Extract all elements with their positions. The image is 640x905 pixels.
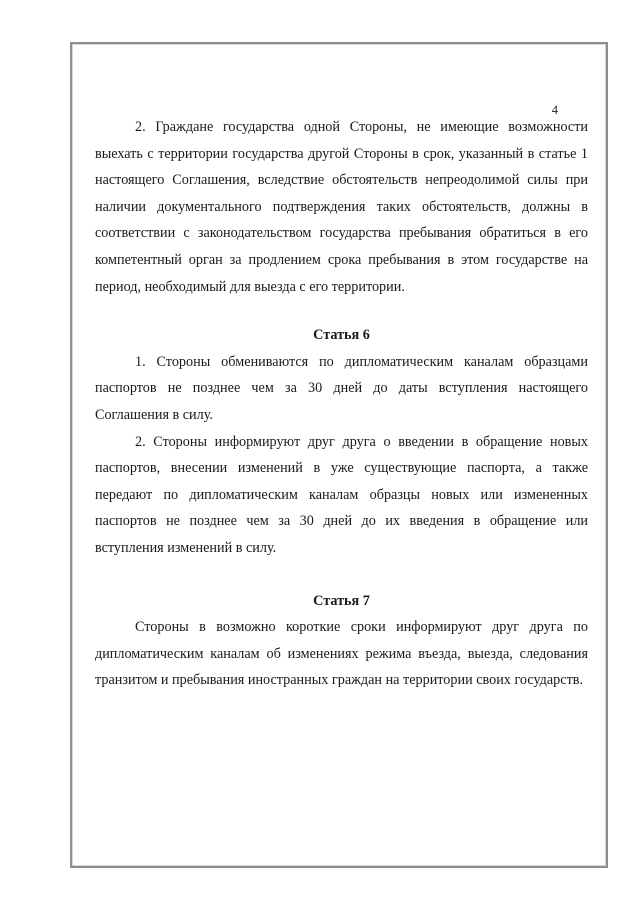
article6-paragraph-2: 2. Стороны информируют друг друга о введении в обращение новых паспортов, внесении изменений в уже существующие паспорта, а также передают по дипломатическим каналам образцы новых или измененных паспортов не позднее чем за 30 дней до их введения в обращение или вступления изменений в силу. xyxy=(95,433,588,556)
spacer xyxy=(95,562,588,588)
page-number: 4 xyxy=(551,103,558,117)
spacer xyxy=(95,300,588,322)
article6-paragraph-1: 1. Стороны обмениваются по дипломатическим каналам образцами паспортов не позднее чем за 30 дней до даты вступления настоящего Соглашения в силу. xyxy=(95,353,588,423)
article5-paragraph-2: 2. Граждане государства одной Стороны, не имеющие возможности выехать с территории государства другой Стороны в срок, указанный в статье 1 настоящего Соглашения, вследствие обстоятельств непреодолимой силы при наличии документального подтверждения таких обстоятельств, должны в соответствии с законодательством государства пребывания обратиться в его компетентный орган за продлением срока пребывания в этом государстве на период, необходимый для выезда с его территории. xyxy=(95,119,588,295)
article7-paragraph-1: Стороны в возможно короткие сроки информируют друг друга по дипломатическим каналам об изменениях режима въезда, выезда, следования транзитом и пребывания иностранных граждан на территории своих государств. xyxy=(95,619,588,689)
page-frame xyxy=(70,42,608,868)
article7-heading: Статья 7 xyxy=(313,592,370,609)
document-body xyxy=(95,114,588,694)
article6-heading: Статья 6 xyxy=(313,327,370,344)
